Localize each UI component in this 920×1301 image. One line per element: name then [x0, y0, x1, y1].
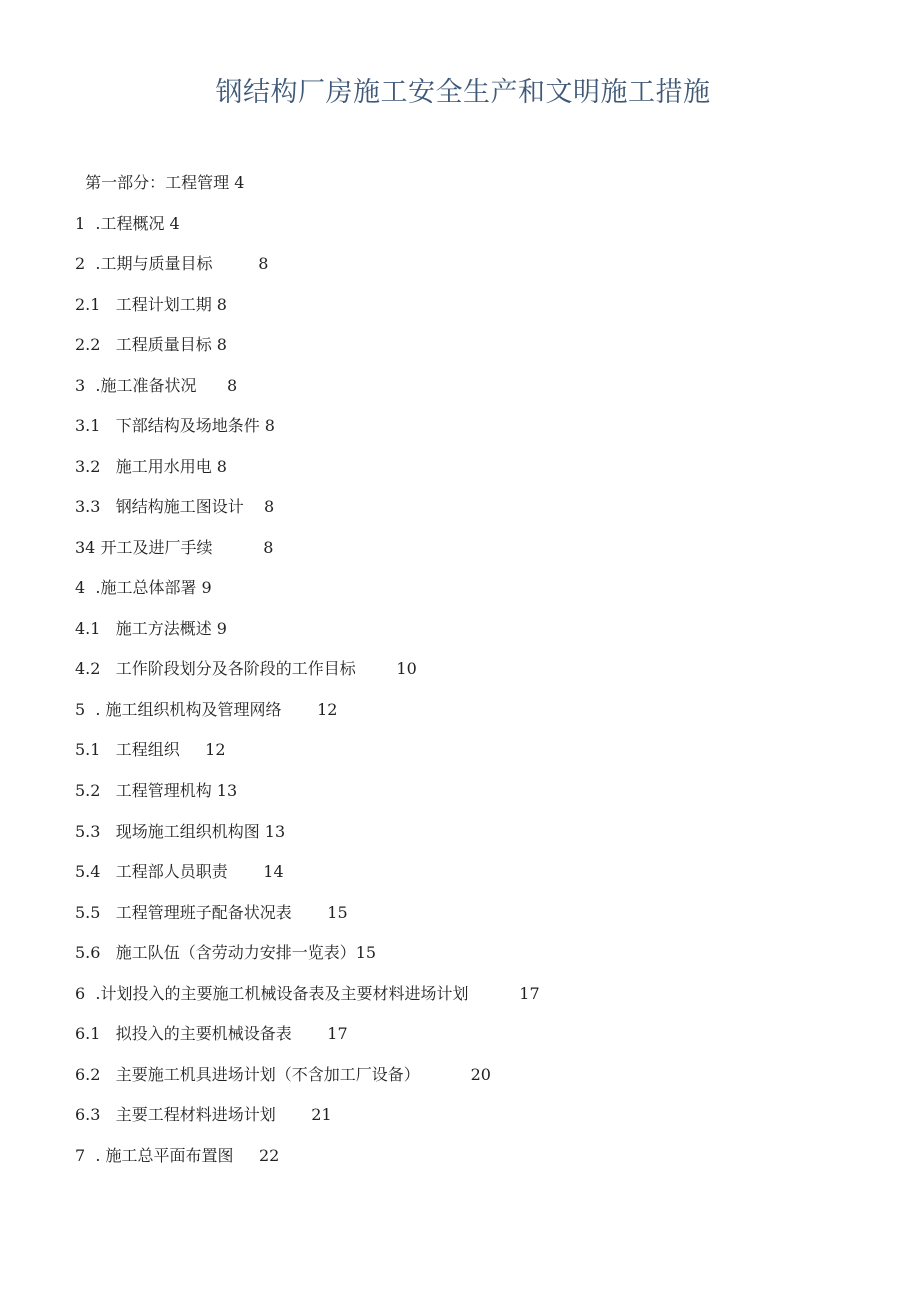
toc-entry: 4.2 工作阶段划分及各阶段的工作目标 10 [75, 659, 417, 678]
toc-entry: 2.1 工程计划工期 8 [75, 295, 227, 314]
toc-entry: 5.6 施工队伍（含劳动力安排一览表）15 [75, 943, 377, 962]
toc-entry: 4.1 施工方法概述 9 [75, 619, 227, 638]
toc-entry: 第一部分：工程管理 4 [75, 173, 245, 192]
toc-entry: 2 .工期与质量目标 8 [75, 254, 269, 273]
toc-entry: 6 .计划投入的主要施工机械设备表及主要材料进场计划 17 [75, 984, 540, 1003]
toc-entry: 3 .施工准备状况 8 [75, 376, 238, 395]
toc-entry: 34 开工及进厂手续 8 [75, 538, 274, 557]
toc-entry: 6.3 主要工程材料进场计划 21 [75, 1105, 332, 1124]
toc-entry: 1 .工程概况 4 [75, 214, 180, 233]
toc-entry: 5.3 现场施工组织机构图 13 [75, 822, 286, 841]
toc-entry: 5.1 工程组织 12 [75, 740, 226, 759]
toc-entry: 7 . 施工总平面布置图 22 [75, 1146, 280, 1165]
toc-entry: 6.2 主要施工机具进场计划（不含加工厂设备） 20 [75, 1065, 491, 1084]
toc-entry: 5.5 工程管理班子配备状况表 15 [75, 903, 348, 922]
toc-entry: 3.3 钢结构施工图设计 8 [75, 497, 275, 516]
toc-entry: 6.1 拟投入的主要机械设备表 17 [75, 1024, 348, 1043]
document-title: 钢结构厂房施工安全生产和文明施工措施 [215, 77, 711, 108]
toc-entry: 5.4 工程部人员职责 14 [75, 862, 284, 881]
toc-entry: 3.1 下部结构及场地条件 8 [75, 416, 275, 435]
toc-entry: 4 .施工总体部署 9 [75, 578, 212, 597]
toc-entry: 3.2 施工用水用电 8 [75, 457, 227, 476]
toc-entry: 5 . 施工组织机构及管理网络 12 [75, 700, 338, 719]
toc-entry: 2.2 工程质量目标 8 [75, 335, 227, 354]
toc-entry: 5.2 工程管理机构 13 [75, 781, 238, 800]
